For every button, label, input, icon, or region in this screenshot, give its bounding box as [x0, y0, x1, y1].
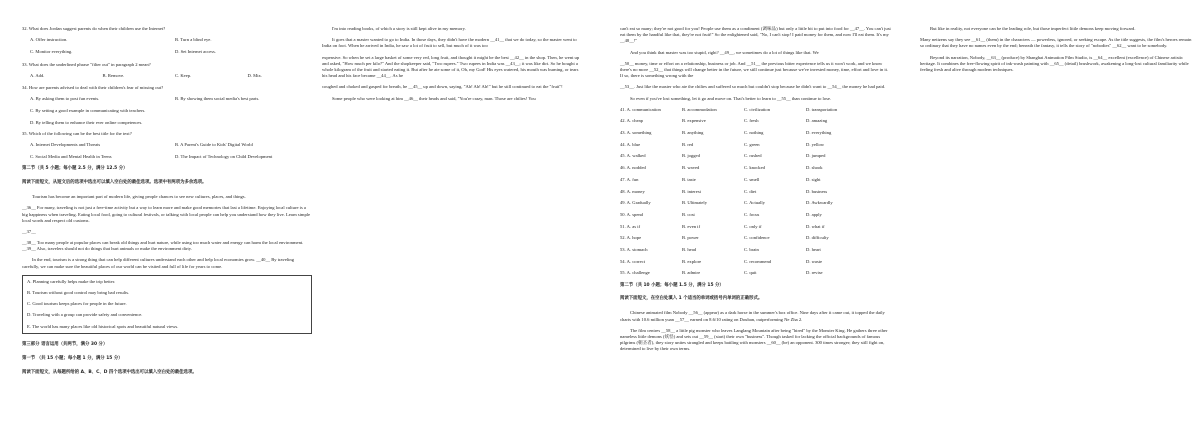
choice-row: [620, 200, 892, 206]
choice-row: [620, 118, 892, 124]
passage-paragraph: __38__ Too many people at popular places can break old things and hurt nature, while using too much water and energy can harm the local environment. __39__ Also, travelers should not do things that hurt animals or make the environment dirty.: [22, 240, 304, 252]
choice-option: C. civilization: [744, 106, 771, 112]
part-3-instruction: 阅读下面短文，从每题所给的 A、B、C、D 四个选项中选出可以填入空白处的最佳选项。: [22, 369, 197, 375]
choice-option: B. interest: [682, 188, 701, 194]
choice-option: D. waste: [806, 258, 823, 264]
box-option-b: B. Tourism without good control may bring bad results.: [27, 290, 130, 295]
choice-option: 52. A. hope: [620, 235, 642, 241]
choice-option: B. anything: [682, 130, 704, 136]
passage-paragraph: expensive. So when he set a large basket of some very red, long fruit, and thought it might be the best __42__ in the shop. Then, he went up and asked, "How much per kilo?" And the shopkeeper said, "Two rupees." Two rupees in India was __43__; it was like dirt. So he bought a whole kilogram of the fruit and started eating it. But after he ate some of it, Oh, my God! His eyes watered, his mouth was burning, or tears his head and his face became __44__. As he: [322, 54, 580, 79]
choice-row: [620, 165, 892, 171]
choice-option: B. head: [682, 246, 697, 252]
passage-paragraph: And you think that master was too stupid, right? __49__, we sometimes do a lot of things like that. We: [630, 49, 819, 55]
passage-paragraph: Tourism has become an important part of modern life, giving people chances to see new cultures, places, and things.: [32, 194, 246, 200]
choice-row: [620, 224, 892, 230]
choice-option: 51. A. as if: [620, 223, 641, 229]
choice-option: D. transportation: [806, 106, 838, 112]
passage-paragraph: Beyond its narration, Nobody, __63__ (produce) by Shanghai Animation Film Studio, is __64__ excellent (excellence) of Chinese artistic heritage. It combines the free-flowing spirit of ink-wash painting with __65__ (detail) brushwork, awakening a long-lost cultural familiarity while feeling fresh and alive through modern techniques.: [920, 54, 1189, 72]
q35-option-c: C. Social Media and Mental Health in Teens: [30, 154, 112, 160]
choice-option: C. diet: [744, 188, 757, 194]
choice-option: C. smell: [744, 176, 760, 182]
q33-option-d: D. Mix.: [247, 72, 262, 78]
choice-option: 46. A. nodded: [620, 165, 646, 171]
passage-paragraph: __53__. Just like the master who ate the chilies and suffered so much but couldn't stop because he didn't want to __54__ the money he had paid.: [620, 84, 886, 90]
choice-option: 42. A. cheap: [620, 118, 643, 124]
q35-options: [22, 142, 312, 148]
choice-option: B. Ultimately: [682, 200, 708, 206]
box-option-d: D. Traveling with a group can provide safety and convenience.: [27, 312, 143, 318]
choice-option: B. power: [682, 235, 699, 241]
choice-option: C. confidence: [744, 235, 770, 241]
box-option-a: A. Planning carefully helps make the trip better.: [27, 278, 116, 284]
q34-option-d: D. By telling them to enhance their ever online competences.: [30, 119, 143, 125]
cloze-choices-table: [620, 107, 892, 277]
choice-option: D. Awkwardly: [806, 200, 833, 206]
choice-row: [620, 259, 892, 265]
q34-option-a: A. By asking them to post fun events.: [30, 96, 100, 102]
choice-option: C. green: [744, 141, 760, 147]
q34-option-c: C. By setting a good example in communicating with teachers.: [30, 108, 146, 114]
q32-stem: 32. What does Jordan suggest parents do when their children use the Internet?: [22, 26, 166, 31]
choice-row: [620, 235, 892, 241]
q32-options: [22, 37, 312, 43]
q34-option-b: B. By showing them social media's best parts.: [175, 96, 260, 102]
choice-row: [620, 189, 892, 195]
section-2-instruction: 阅读下面短文，在空白处填入 1 个适当的单词或括号内单词的正确形式。: [620, 296, 763, 302]
column-1: [22, 26, 312, 384]
passage-paragraph: I'm into reading books, of which a story is still kept alive in my memory.: [332, 26, 466, 31]
choice-row: [620, 107, 892, 113]
choice-option: B. cost: [682, 211, 695, 217]
choice-option: 43. A. something: [620, 130, 652, 136]
choice-option: 45. A. walked: [620, 153, 646, 159]
choice-option: D. shook: [806, 165, 823, 171]
section-2-heading: 第二节（共 5 小题；每小题 2.5 分，满分 12.5 分）: [22, 166, 128, 172]
choice-option: B. accommodation: [682, 106, 717, 112]
choice-option: 54. A. correct: [620, 258, 646, 264]
choice-option: B. jogged: [682, 153, 700, 159]
passage-paragraph: Many netizens say they see __61__ (them) in the characters — powerless, ignored, or seeking escape. As the title suggests, the film's heroes remain so ordinary that they have no names even by the end; beneath the fantasy, it tells the story of "nobodies" __62__ want to be somebody.: [920, 37, 1192, 49]
part-3-heading: 第三部分 语言运用（共两节，满分 30 分）: [22, 341, 108, 347]
choice-option: D. amazing: [806, 118, 828, 124]
choice-option: D. jumped: [806, 153, 826, 159]
choice-option: 41. A. communication: [620, 106, 661, 112]
choice-option: C. knocked: [744, 165, 765, 171]
choice-row: [620, 142, 892, 148]
q32-option-a: A. Offer instruction.: [30, 37, 68, 43]
choice-option: D. everything: [806, 130, 832, 136]
choice-option: C. fresh: [744, 118, 759, 124]
choice-option: 48. A. money: [620, 188, 645, 194]
passage-paragraph: It goes that a master wanted to go to India. In those days, they didn't have the modern __41__ that we do today, so the master went to India on foot. When he arrived in India, he saw a lot of fruit to sell, but much of it was too: [322, 37, 577, 49]
q32-options-2: [22, 49, 312, 55]
q33-stem: 33. What does the underlined phrase "filter out" in paragraph 2 mean?: [22, 61, 151, 67]
box-option-c: C. Good tourism keeps places for people in the future.: [27, 301, 127, 307]
passage-paragraph: Some people who were looking at him __46__ their heads and said, "You're crazy, man. Those are chilies! You: [332, 95, 536, 101]
section-2-instruction: 阅读下面短文，从短文后的选项中选出可以填入空白处的最佳选项。选项中有两项为多余选项。: [22, 180, 207, 186]
choice-option: D. apply: [806, 211, 822, 217]
choice-option: 44. A. blue: [620, 141, 641, 147]
q34-options: [22, 96, 312, 102]
q33-option-b: B. Remove.: [102, 72, 125, 78]
choice-option: B. admire: [682, 270, 701, 276]
choice-row: [620, 177, 892, 183]
q35-option-d: D. The Impact of Technology on Child Development: [175, 154, 273, 160]
choice-row: [620, 247, 892, 253]
choice-row: [620, 212, 892, 218]
passage-paragraph: So even if you've lost something, let it go and move on. That's better to learn to __55__ than continue to lose.: [630, 95, 832, 101]
choice-option: C. rushed: [744, 153, 762, 159]
choice-option: B. even if: [682, 223, 700, 229]
choice-option: 49. A. Gradually: [620, 200, 651, 206]
choice-row: [620, 270, 892, 276]
q32-option-b: B. Turn a blind eye.: [175, 37, 212, 43]
choice-option: B. explore: [682, 258, 702, 264]
choice-option: 53. A. stomach: [620, 246, 648, 252]
column-3: [620, 26, 892, 358]
part-3-subheading: 第一节 （共 15 小题；每小题 1 分，满分 15 分）: [22, 355, 123, 361]
choice-option: C. nothing: [744, 130, 764, 136]
passage-paragraph: The film centres __58__ a little pig monster who leaves Langlang Mountain after being "hired" by the Monster King. He gathers three other nameless little demons (妖怪) and sets out __59__ (start) their own "business". Though tasked for lacking the official backgrounds of famous pilgrims (朝圣者), they story unites strangled and keeps battling with monsters __60__ (be) an opponent. 300 times stronger; they still fight on, determined to live by their own terms.: [620, 327, 888, 352]
choice-option: C. quit: [744, 270, 757, 276]
q35-options-2: [22, 154, 312, 160]
choice-option: D. sight: [806, 176, 821, 182]
passage-blank-37: __37__: [22, 228, 36, 234]
choice-option: B. waved: [682, 165, 700, 171]
section-2-heading: 第二节（共 10 小题；每小题 1.5 分，满分 15 分）: [620, 282, 724, 288]
passage-paragraph: But like in reality, not everyone can be the leading role, but those imperfect little demons keep moving forward.: [930, 26, 1136, 31]
passage-paragraph: Chinese animated film Nobody __56__ (appear) as a dark horse in the summer's box office. Nine days after it came out, it topped the daily charts with 10.6 million yuan __57__ earned on 8.6/10 rating on Douban, outperforming Ne Zha 2.: [620, 310, 885, 322]
choice-row: [620, 130, 892, 136]
q35-stem: 35. Which of the following can be the best title for the text?: [22, 130, 132, 136]
choice-option: C. only if: [744, 223, 762, 229]
choice-option: D. what if: [806, 223, 825, 229]
choice-option: C. Actually: [744, 200, 765, 206]
q33-option-a: A. Add.: [30, 72, 45, 78]
q33-option-c: C. Keep.: [175, 72, 192, 78]
choice-option: D. difficulty: [806, 235, 829, 241]
choice-option: 55. A. challenge: [620, 270, 650, 276]
q35-option-b: B. A Parent's Guide to Kids' Digital World: [175, 141, 253, 147]
q33-options: [22, 73, 312, 79]
choice-row: [620, 153, 892, 159]
choice-option: D. heart: [806, 246, 821, 252]
q35-option-a: A. Internet Developments and Threats: [30, 141, 101, 147]
passage-paragraph: coughed and choked and gasped for breath, he __45__ up and down, saying, "Ah! Ah! Ah!" but he still continued to eat the "fruit"!: [322, 84, 563, 90]
choice-option: D. yellow: [806, 141, 825, 147]
passage-paragraph: __36__ For many, traveling is not just a free-time activity but a way to learn more and make good memories that last a lifetime. Enjoying local culture is a big happiness when traveling. Eating local food, going to cultural festivals, or talking with local people can help you understand how they live. Learn simple local words and respect old customs.: [22, 205, 311, 223]
column-4: [920, 26, 1192, 78]
column-2: [322, 26, 584, 107]
passage-paragraph: can't eat so many; they're not good for you! People use them as a condiment (调味品) but only a little bit to put into food for __47__. You can't just eat them by the handful like that, they're not fruit!" So the enlightened said, "No, I can't stop! I paid money for them, and now I'll eat them. It's my __48__!": [620, 26, 891, 44]
q32-option-d: D. Set Internet access.: [175, 49, 216, 55]
choice-option: 50. A. spend: [620, 211, 643, 217]
box-option-e: E. The world has many places like old historical spots and beautiful natural views.: [27, 323, 179, 329]
choice-option: C. brain: [744, 246, 759, 252]
options-box: [22, 275, 312, 334]
choice-option: D. business: [806, 188, 828, 194]
choice-option: 47. A. fun: [620, 176, 639, 182]
q32-option-c: C. Monitor everything.: [30, 49, 73, 55]
q34-stem: 34. How are parents advised to deal with their children's fear of missing out?: [22, 84, 164, 90]
choice-option: B. expensive: [682, 118, 706, 124]
passage-paragraph: __50__ money, time or effort on a relationship, business or job. And __51__ the previous bitter experience tells us it won't work, and we know there's no more __52__ that things will change better in the future, we still continue just because we've invested money, time, effort and love in it. If so, there is something wrong with the: [620, 60, 889, 79]
choice-option: C. recommend: [744, 258, 772, 264]
passage-paragraph: In the end, tourism is a strong thing that can help different cultures understand each other and help local economies grow. __40__ By traveling carefully, we can make sure the beautiful places of our world can be visited and full of life for years to come.: [22, 257, 295, 269]
choice-option: C. focus: [744, 211, 760, 217]
choice-option: D. revise: [806, 270, 823, 276]
choice-option: B. taste: [682, 176, 696, 182]
choice-option: B. red: [682, 141, 694, 147]
